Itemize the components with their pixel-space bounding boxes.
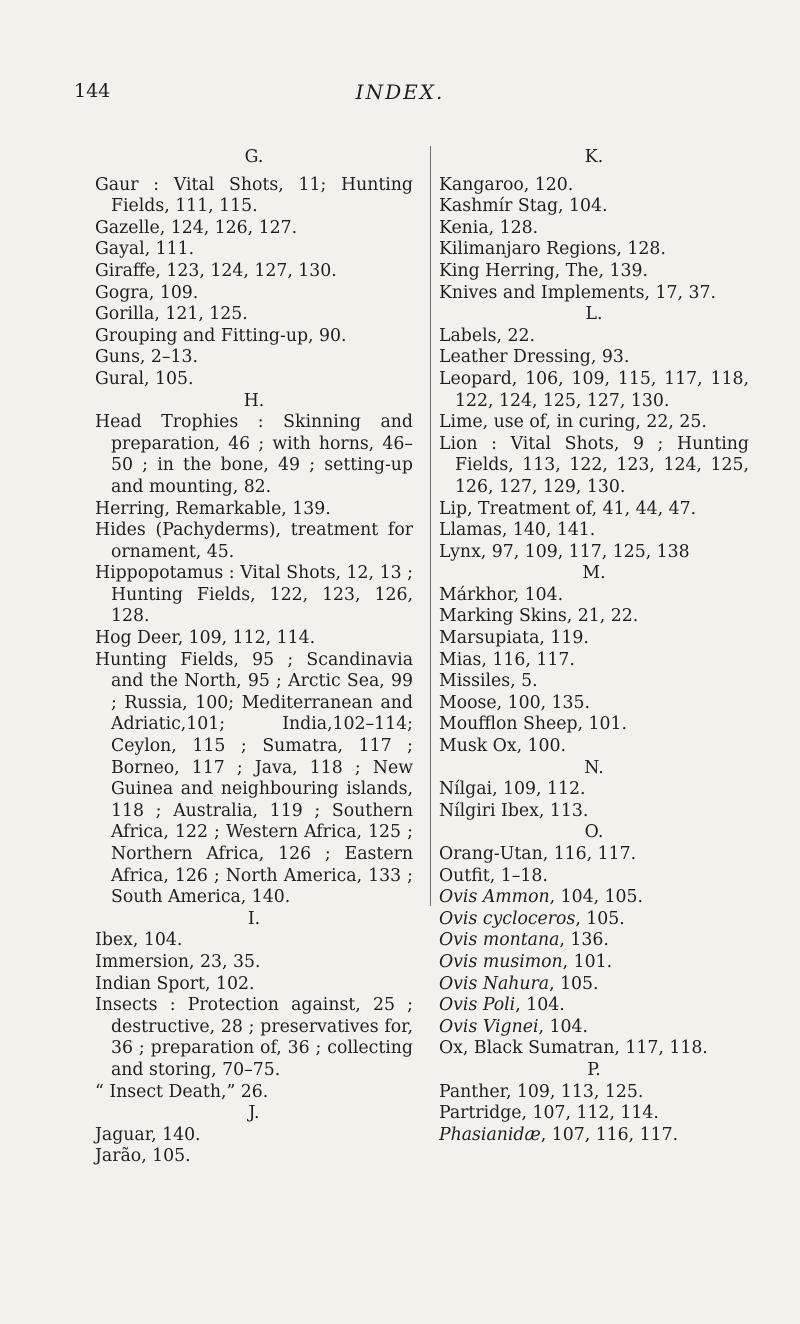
index-entry: Gogra, 109. bbox=[95, 282, 199, 303]
index-entry: Lynx, 97, 109, 117, 125, 138 bbox=[439, 541, 690, 562]
entry-italic-term: Ovis cycloceros bbox=[439, 908, 576, 929]
index-entry: Jarão, 105. bbox=[95, 1146, 191, 1167]
index-entry: Hog Deer, 109, 112, 114. bbox=[95, 628, 316, 649]
index-entry bbox=[439, 930, 749, 952]
section-letter: I. bbox=[247, 908, 261, 929]
index-entry bbox=[439, 1017, 749, 1039]
index-entry: Musk Ox, 100. bbox=[439, 736, 567, 757]
index-entry: Kangaroo, 120. bbox=[439, 174, 574, 195]
index-entry: Moufflon Sheep, 101. bbox=[439, 714, 628, 735]
entry-pages: , 105. bbox=[549, 973, 599, 994]
index-entry: Kilimanjaro Regions, 128. bbox=[439, 239, 666, 260]
entry-pages: , 101. bbox=[562, 951, 613, 972]
index-entry bbox=[439, 952, 749, 974]
index-column-right bbox=[439, 147, 749, 1146]
index-entry: Panther, 109, 113, 125. bbox=[439, 1081, 644, 1102]
section-letter: J. bbox=[248, 1103, 260, 1124]
index-entry: Nílgiri Ibex, 113. bbox=[439, 800, 589, 821]
index-entry: Partridge, 107, 112, 114. bbox=[439, 1103, 659, 1124]
index-entry: Mias, 116, 117. bbox=[439, 649, 575, 670]
entry-pages: , 104. bbox=[515, 995, 565, 1016]
section-letter: N. bbox=[584, 757, 604, 778]
index-entry: Marsupiata, 119. bbox=[439, 628, 589, 649]
index-entry bbox=[439, 887, 749, 909]
index-entry: Orang-Utan, 116, 117. bbox=[439, 844, 637, 864]
index-entry: Kenia, 128. bbox=[439, 217, 539, 238]
index-entry: Missiles, 5. bbox=[439, 671, 538, 692]
entry-pages: , 104. bbox=[538, 1016, 588, 1037]
index-entry: Herring, Remarkable, 139. bbox=[95, 498, 331, 519]
index-entry: Jaguar, 140. bbox=[95, 1124, 201, 1145]
entry-pages: , 104, 105. bbox=[549, 887, 644, 908]
index-entry: Kashmír Stag, 104. bbox=[439, 196, 608, 217]
index-entry: Knives and Implements, 17, 37. bbox=[439, 282, 716, 303]
entry-pages: , 107, 116, 117. bbox=[540, 1124, 679, 1145]
section-letter: O. bbox=[584, 822, 604, 843]
column-divider bbox=[430, 146, 431, 906]
index-column-left bbox=[95, 147, 413, 1168]
index-entry: Márkhor, 104. bbox=[439, 584, 564, 605]
index-entry: Outfit, 1–18. bbox=[439, 865, 548, 886]
entry-italic-term: Ovis Vignei bbox=[439, 1016, 539, 1037]
index-entry bbox=[439, 974, 749, 996]
index-entry: Ibex, 104. bbox=[95, 930, 183, 951]
index-entry: Gural, 105. bbox=[95, 368, 194, 389]
entry-pages: , 136. bbox=[559, 930, 609, 951]
index-entry: Head Trophies : Skinning and preparation, 46 ; with horns, 46–50 ; in the bone, 49 ; setting-up and mounting, 82. bbox=[95, 412, 413, 497]
section-letter: P. bbox=[587, 1059, 601, 1080]
section-letter: K. bbox=[584, 147, 604, 167]
index-entry: Lime, use of, in curing, 22, 25. bbox=[439, 412, 707, 433]
index-entry: Lip, Treatment of, 41, 44, 47. bbox=[439, 498, 697, 519]
index-entry: Insects : Protection against, 25 ; destructive, 28 ; preservatives for, 36 ; preparation of, 36 ; collecting and storing, 70–75. bbox=[95, 995, 413, 1080]
index-entry: Guns, 2–13. bbox=[95, 347, 199, 368]
index-entry: Hippopotamus : Vital Shots, 12, 13 ; Hunting Fields, 122, 123, 126, 128. bbox=[95, 563, 413, 627]
entry-italic-term: Ovis musimon bbox=[439, 951, 563, 972]
section-letter: H. bbox=[243, 390, 265, 411]
section-letter: G. bbox=[244, 147, 264, 167]
index-entry: Hunting Fields, 95 ; Scandinavia and the North, 95 ; Arctic Sea, 99 ; Russia, 100; Mediterranean and Adriatic,101; India,102–114; Ceylon, 115 ; Sumatra, 117 ; Borneo, 117 ; Java, 118 ; New Guinea and neighbouring islands, 118 ; Australia, 119 ; Southern Africa, 122 ; Western Africa, 125 ; Northern Africa, 126 ; Eastern Africa, 126 ; North America, 133 ; South America, 140. bbox=[95, 649, 413, 908]
index-entry: Gaur : Vital Shots, 11; Hunting Fields, 111, 115. bbox=[95, 174, 413, 217]
index-entry: Ox, Black Sumatran, 117, 118. bbox=[439, 1038, 708, 1059]
entry-pages: , 105. bbox=[575, 908, 625, 929]
running-title: INDEX. bbox=[355, 80, 445, 104]
index-entry: Hides (Pachyderms), treatment for ornament, 45. bbox=[95, 520, 413, 562]
index-entry: Gorilla, 121, 125. bbox=[95, 304, 248, 325]
index-entry: Indian Sport, 102. bbox=[95, 973, 255, 994]
entry-italic-term: Ovis Nahura bbox=[439, 973, 550, 994]
index-entry: Labels, 22. bbox=[439, 325, 535, 346]
index-entry: “ Insect Death,” 26. bbox=[95, 1081, 269, 1102]
index-entry: Gayal, 111. bbox=[95, 239, 195, 260]
section-letter: M. bbox=[582, 563, 606, 584]
section-letter: L. bbox=[585, 304, 603, 325]
entry-italic-term: Ovis Poli bbox=[439, 995, 516, 1016]
entry-italic-term: Ovis montana bbox=[439, 930, 560, 951]
index-entry bbox=[439, 1125, 749, 1147]
index-entry: Giraffe, 123, 124, 127, 130. bbox=[95, 260, 337, 281]
index-entry: Leopard, 106, 109, 115, 117, 118, 122, 124, 125, 127, 130. bbox=[439, 368, 749, 411]
index-entry bbox=[439, 995, 749, 1017]
index-entry: Llamas, 140, 141. bbox=[439, 520, 596, 541]
index-entry: King Herring, The, 139. bbox=[439, 260, 648, 281]
entry-italic-term: Ovis Ammon bbox=[439, 887, 550, 908]
page-number: 144 bbox=[74, 80, 111, 102]
index-entry bbox=[439, 909, 749, 931]
index-entry: Leather Dressing, 93. bbox=[439, 347, 630, 368]
index-entry: Lion : Vital Shots, 9 ; Hunting Fields, 113, 122, 123, 124, 125, 126, 127, 129, 130. bbox=[439, 433, 749, 497]
index-entry: Immersion, 23, 35. bbox=[95, 951, 261, 972]
index-entry: Gazelle, 124, 126, 127. bbox=[95, 217, 298, 238]
index-entry: Marking Skins, 21, 22. bbox=[439, 606, 639, 627]
index-entry: Moose, 100, 135. bbox=[439, 692, 591, 713]
entry-italic-term: Phasianidæ bbox=[439, 1124, 541, 1145]
index-entry: Nílgai, 109, 112. bbox=[439, 779, 586, 800]
index-entry: Grouping and Fitting-up, 90. bbox=[95, 325, 347, 346]
